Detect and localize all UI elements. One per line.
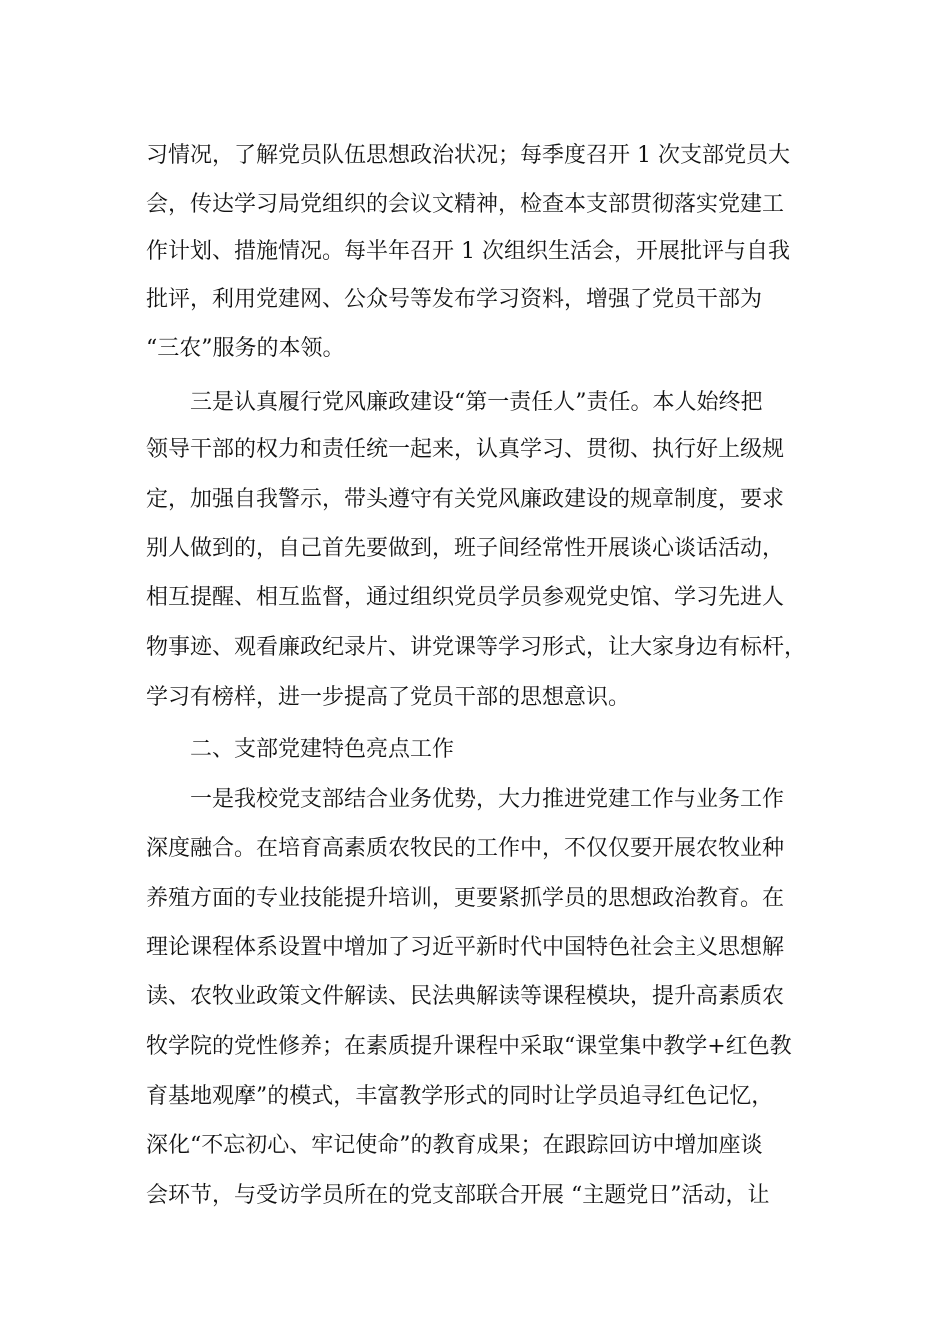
body-text-line: 定，加强自我警示，带头遵守有关党风廉政建设的规章制度，要求 — [146, 487, 785, 512]
body-text-line: 物事迹、观看廉政纪录片、讲党课等学习形式，让大家身边有标杆， — [146, 635, 807, 660]
paragraph-first-line: 一是我校党支部结合业务优势，大力推进党建工作与业务工作 — [190, 787, 785, 812]
body-text-line: “三农”服务的本领。 — [146, 336, 345, 361]
body-text-line: 习情况，了解党员队伍思想政治状况；每季度召开 1 次支部党员大 — [146, 143, 790, 168]
body-text-line: 牧学院的党性修养；在素质提升课程中采取“课堂集中教学+红色教 — [146, 1034, 792, 1059]
body-text-line: 深度融合。在培育高素质农牧民的工作中，不仅仅要开展农牧业种 — [146, 836, 785, 861]
body-text-line: 会，传达学习局党组织的会议文精神，检查本支部贯彻落实党建工 — [146, 192, 785, 217]
body-text-line: 批评，利用党建网、公众号等发布学习资料，增强了党员干部为 — [146, 287, 763, 312]
body-text-line: 深化“不忘初心、牢记使命”的教育成果；在跟踪回访中增加座谈 — [146, 1133, 763, 1158]
body-text-line: 学习有榜样，进一步提高了党员干部的思想意识。 — [146, 685, 631, 710]
body-text-line: 育基地观摩”的模式，丰富教学形式的同时让学员追寻红色记忆， — [146, 1084, 774, 1109]
body-text-line: 读、农牧业政策文件解读、民法典解读等课程模块，提升高素质农 — [146, 984, 785, 1009]
body-text-line: 养殖方面的专业技能提升培训，更要紧抓学员的思想政治教育。在 — [146, 886, 785, 911]
body-text-line: 会环节，与受访学员所在的党支部联合开展 “主题党日”活动，让 — [146, 1183, 770, 1208]
body-text-line: 相互提醒、相互监督，通过组织党员学员参观党史馆、学习先进人 — [146, 585, 785, 610]
body-text-line: 别人做到的，自己首先要做到，班子间经常性开展谈心谈话活动， — [146, 536, 785, 561]
paragraph-first-line: 三是认真履行党风廉政建设“第一责任人”责任。本人始终把 — [190, 390, 763, 415]
section-heading: 二、支部党建特色亮点工作 — [190, 737, 455, 762]
body-text-line: 领导干部的权力和责任统一起来，认真学习、贯彻、执行好上级规 — [146, 437, 785, 462]
body-text-line: 作计划、措施情况。每半年召开 1 次组织生活会，开展批评与自我 — [146, 239, 790, 264]
body-text-line: 理论课程体系设置中增加了习近平新时代中国特色社会主义思想解 — [146, 935, 785, 960]
